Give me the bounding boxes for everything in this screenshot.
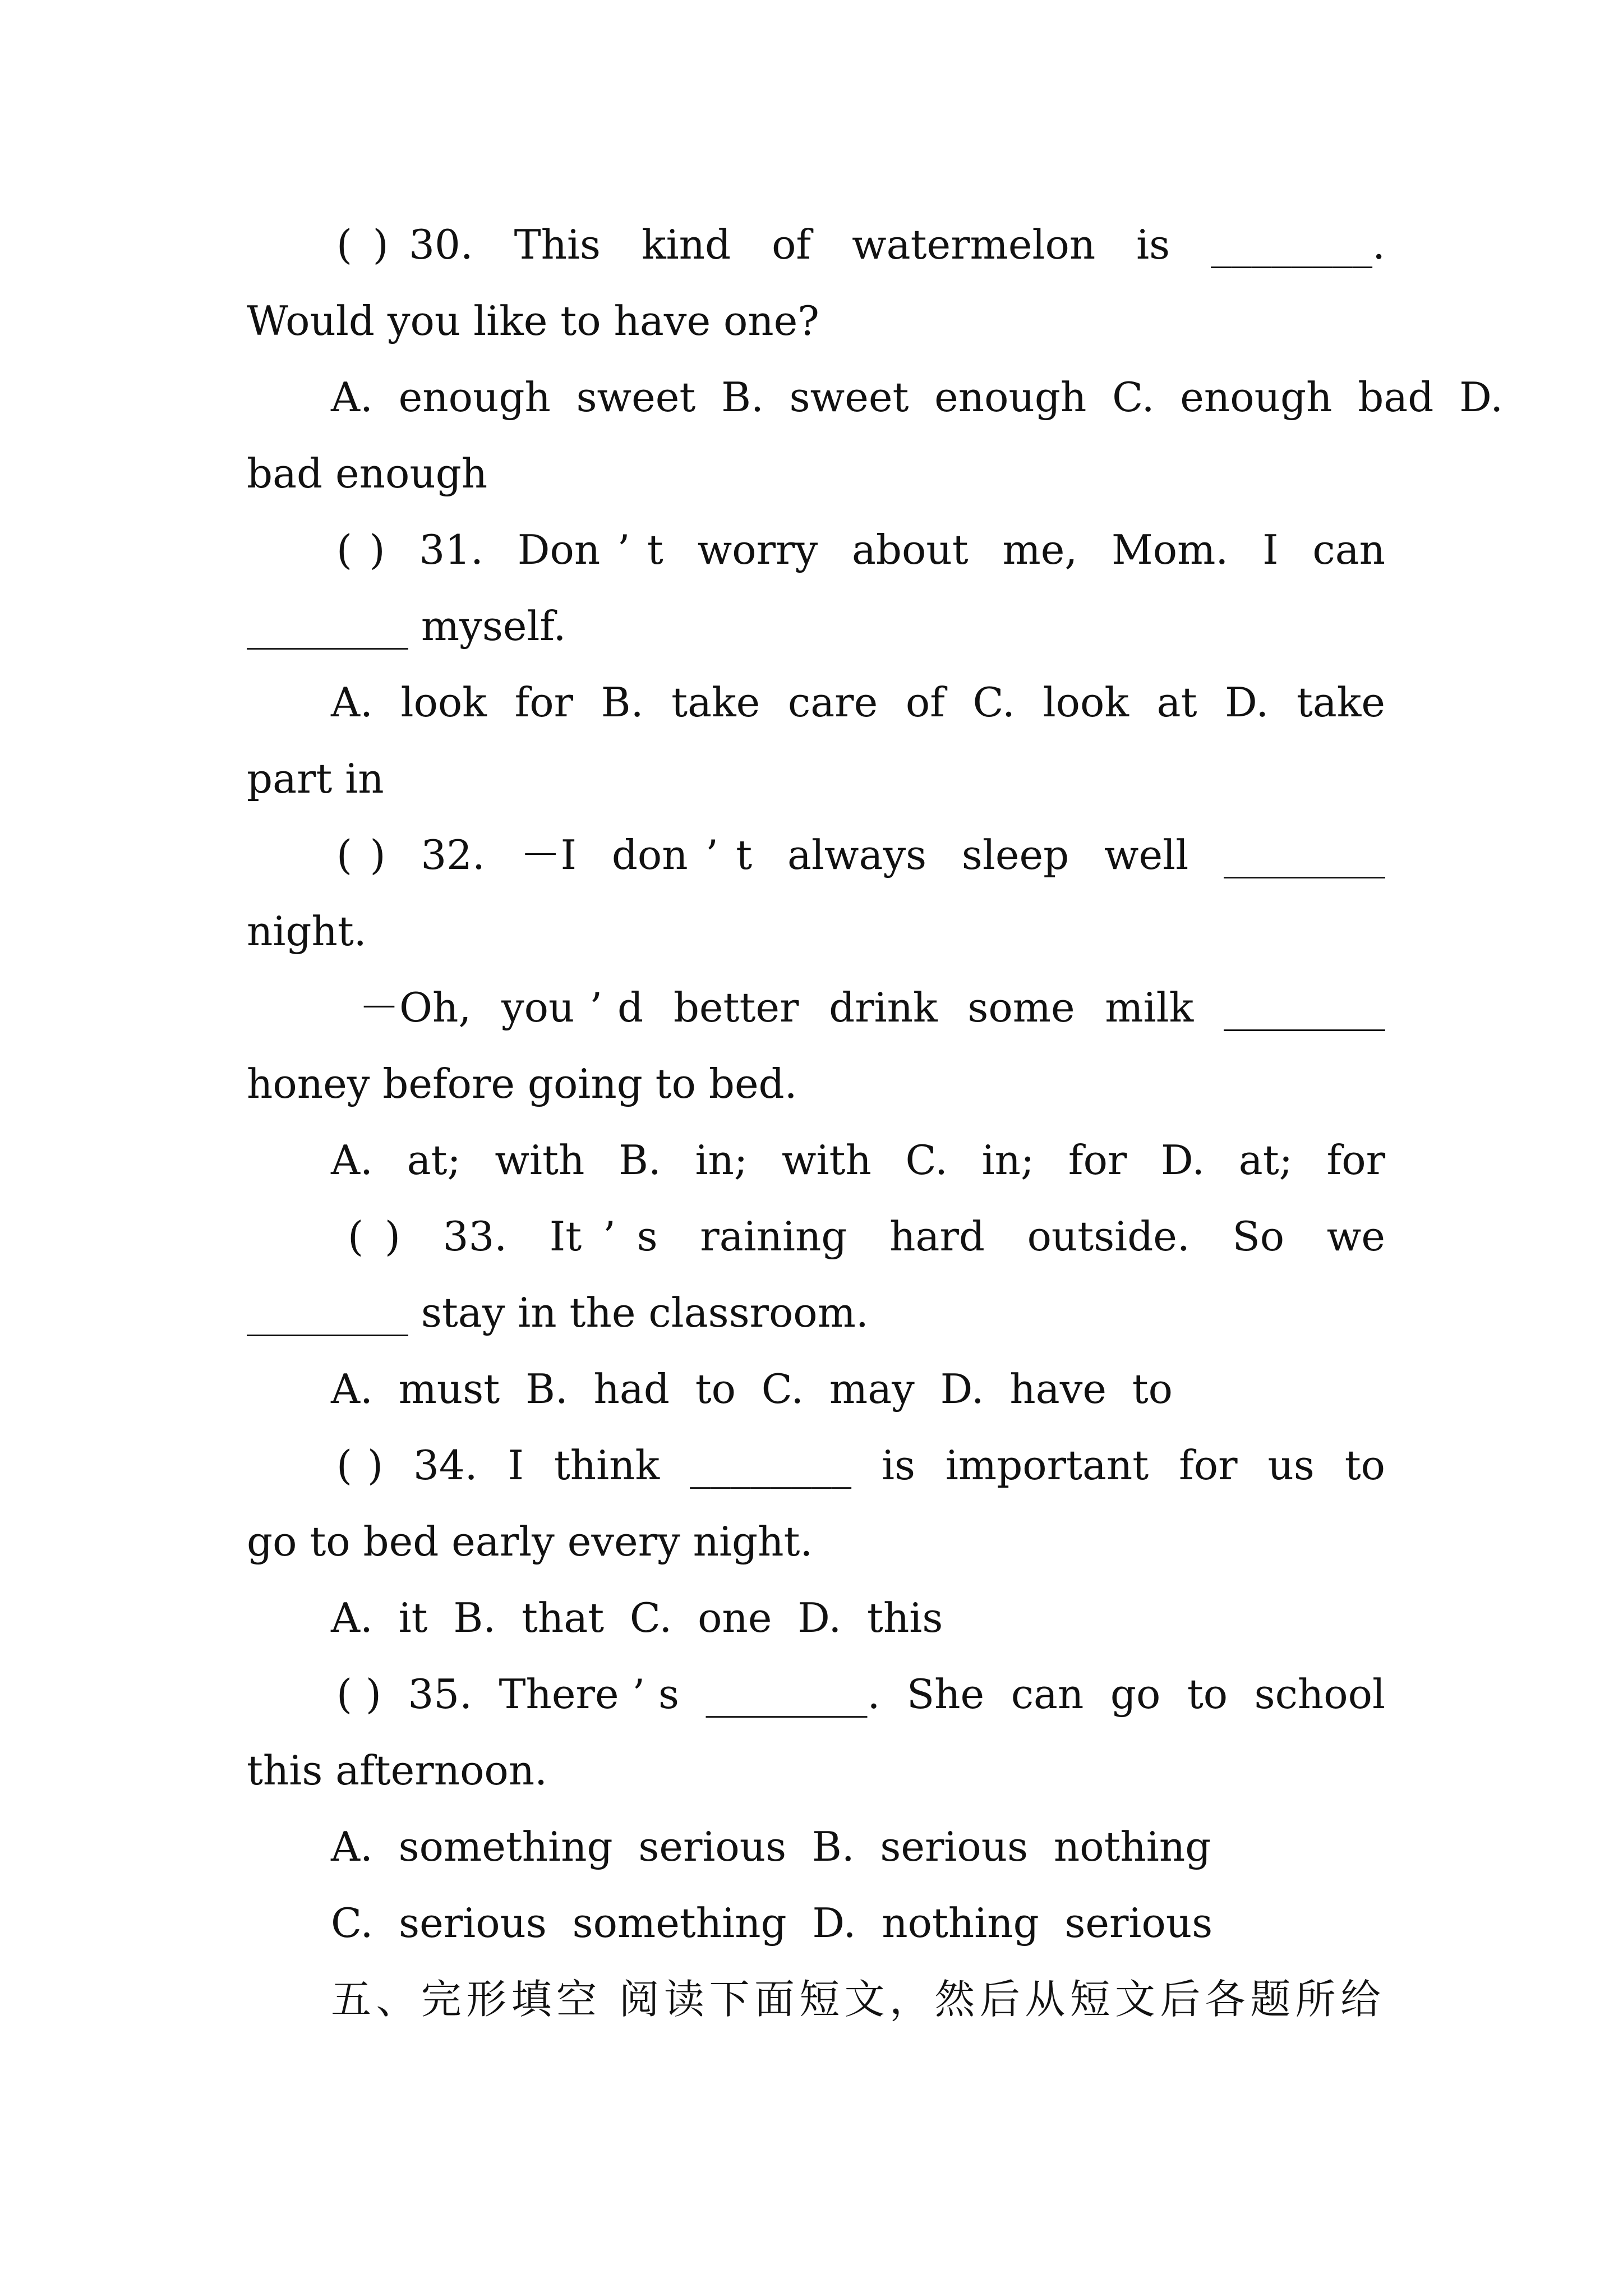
question-30-options-line-1: A. enough sweet B. sweet enough C. enough bad D.	[331, 374, 1504, 421]
question-30-options-line-2: bad enough	[247, 450, 488, 497]
question-34-line-2: go to bed early every night.	[247, 1518, 813, 1565]
question-31-options-line-2: part in	[247, 755, 384, 802]
question-32-line-4: honey before going to bed.	[247, 1060, 797, 1107]
section-5-heading: 五、完形填空 阅读下面短文，然后从短文后各题所给	[331, 1976, 1385, 2023]
question-35-line-1: ( ) 35. There ’ s ________. She can go to school	[336, 1671, 1385, 1718]
question-34-line-1: ( ) 34. I think ________ is important for us to	[336, 1442, 1385, 1489]
question-33-line-2: ________ stay in the classroom.	[247, 1289, 869, 1336]
question-31-options-line-1: A. look for B. take care of C. look at D. take	[331, 679, 1385, 726]
question-31-line-1: ( ) 31. Don ’ t worry about me, Mom. I can	[336, 526, 1385, 573]
question-32-line-2: night.	[247, 908, 367, 955]
question-32-line-3: －Oh, you ’ d better drink some milk ________	[359, 984, 1385, 1031]
question-35-options-line-2: C. serious something D. nothing serious	[331, 1899, 1213, 1947]
question-34-options: A. it B. that C. one D. this	[331, 1594, 943, 1641]
question-33-options: A. must B. had to C. may D. have to	[331, 1365, 1173, 1412]
question-30-line-1: ( ) 30. This kind of watermelon is ________.	[336, 221, 1385, 268]
question-30-line-2: Would you like to have one?	[247, 297, 819, 344]
question-32-options: A. at; with B. in; with C. in; for D. at; for	[331, 1137, 1385, 1184]
question-35-line-2: this afternoon.	[247, 1747, 548, 1794]
question-33-line-1: ( ) 33. It ’ s raining hard outside. So we	[348, 1213, 1385, 1260]
question-32-line-1: ( ) 32. －I don ’ t always sleep well ________	[336, 831, 1385, 878]
question-35-options-line-1: A. something serious B. serious nothing	[331, 1823, 1211, 1870]
question-31-line-2: ________ myself.	[247, 602, 566, 650]
